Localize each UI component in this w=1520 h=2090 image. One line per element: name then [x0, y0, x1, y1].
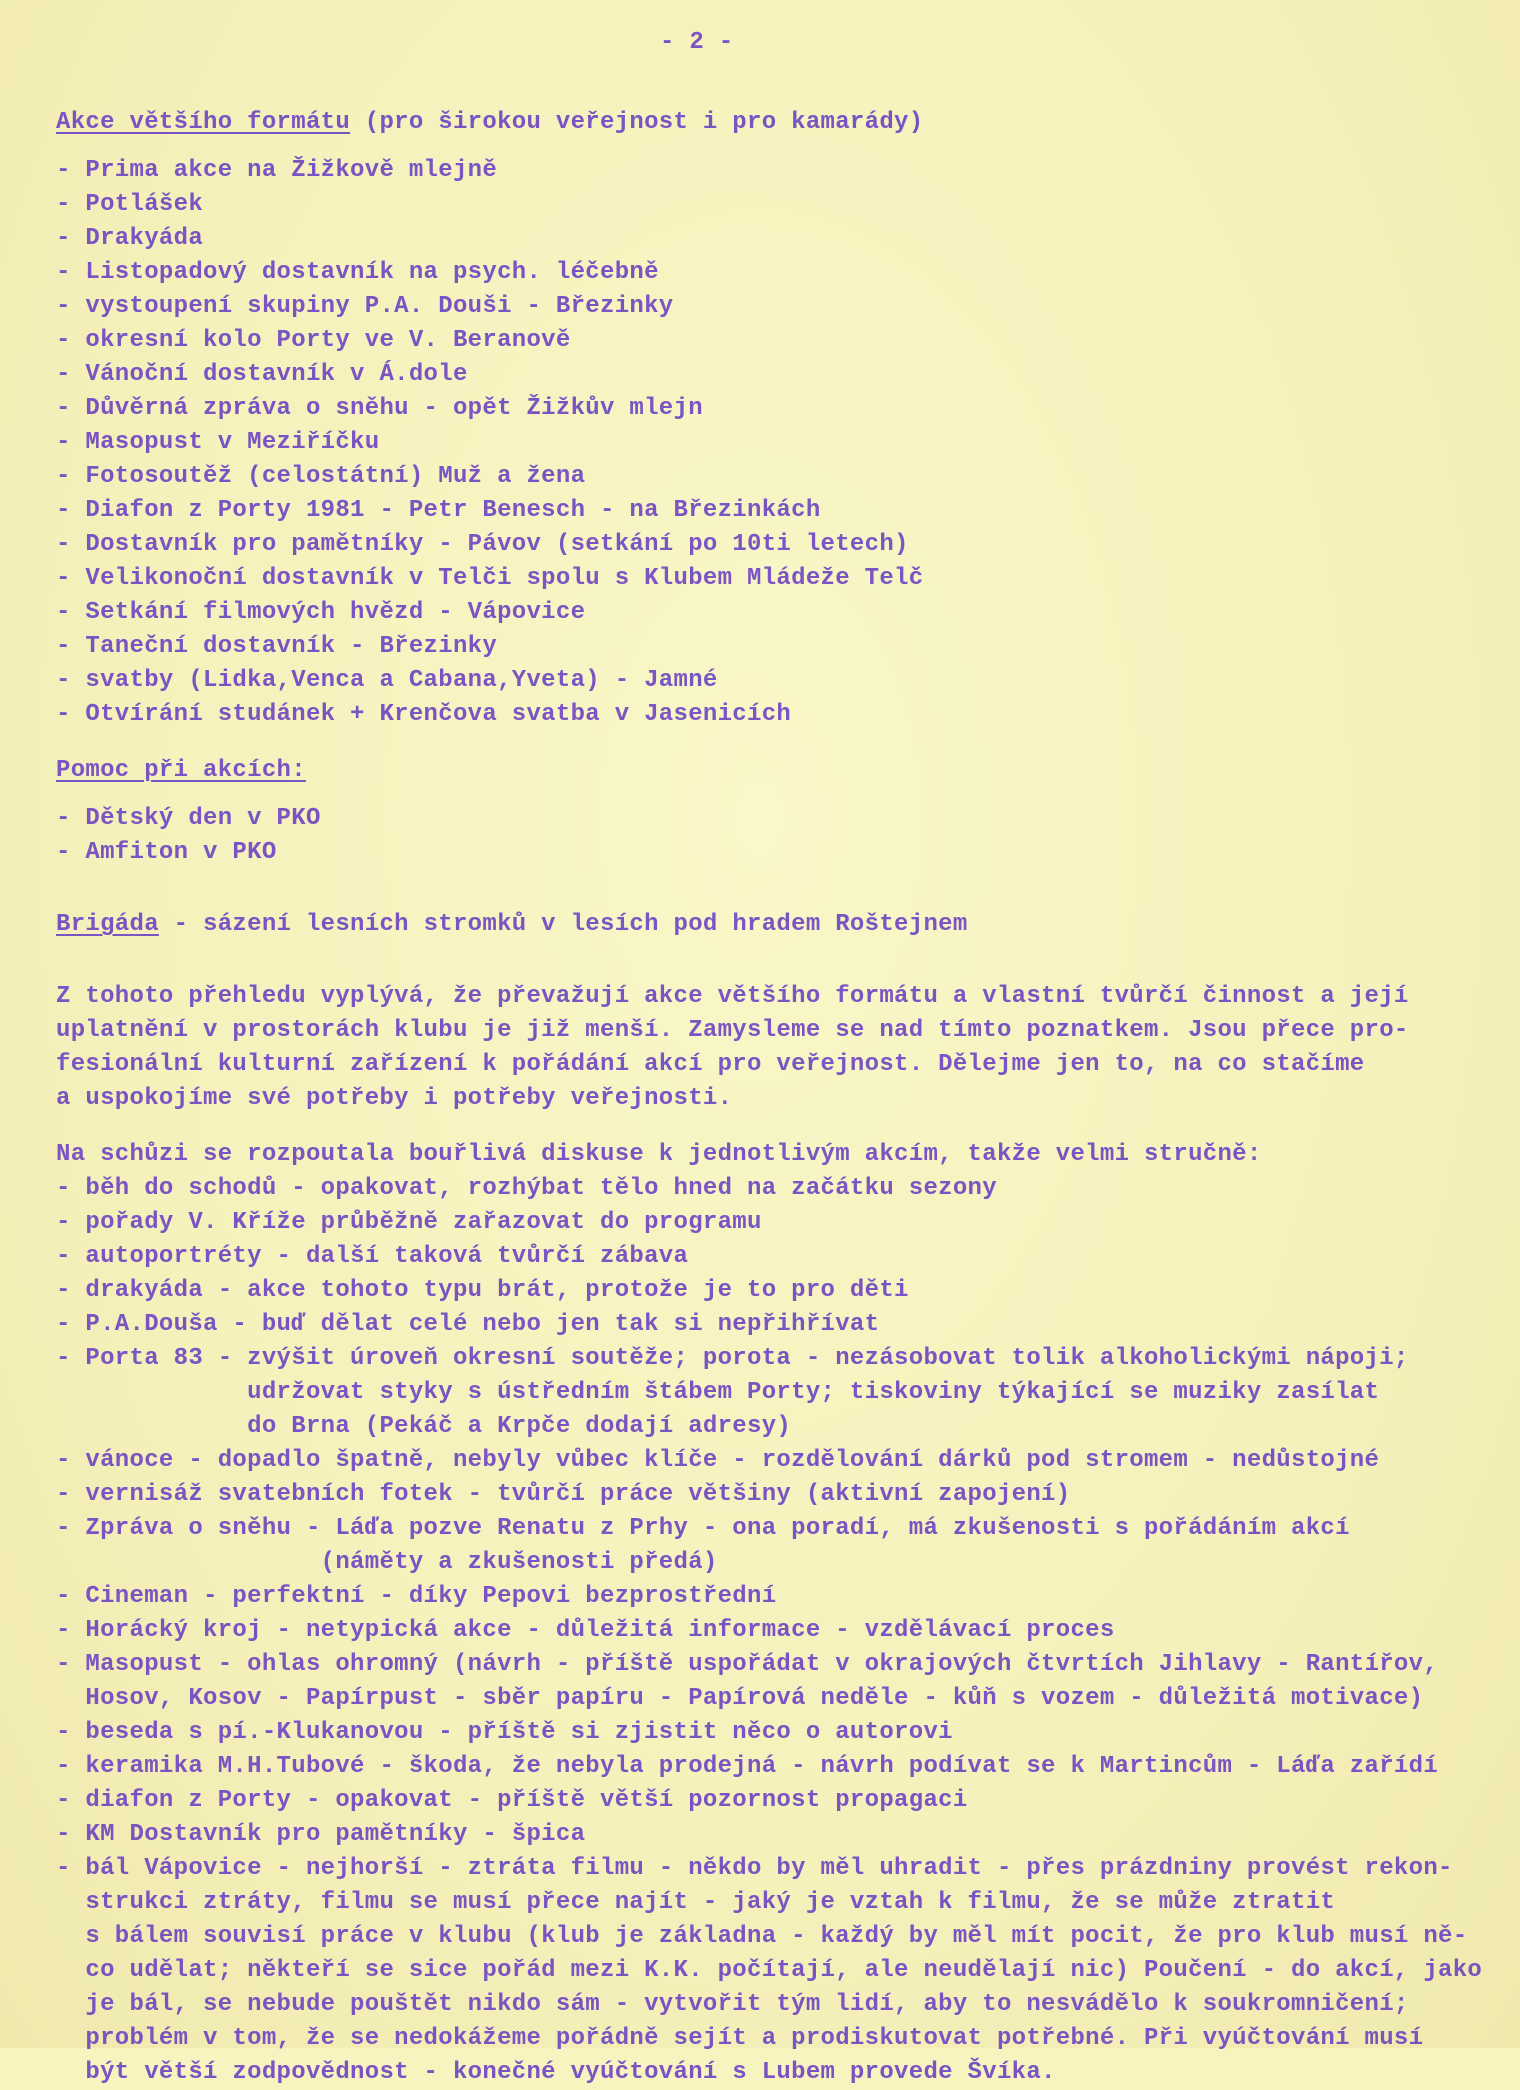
list-item: - Velikonoční dostavník v Telči spolu s Klubem Mládeže Telč	[56, 565, 924, 592]
list-item: - Setkání filmových hvězd - Vápovice	[56, 599, 586, 626]
list-item: - Vánoční dostavník v Á.dole	[56, 361, 468, 388]
discussion-line: - Masopust - ohlas ohromný (návrh - příště uspořádat v okrajových čtvrtích Jihlavy - Rantířov,	[56, 1651, 1439, 1678]
discussion-line: udržovat styky s ústředním štábem Porty; tiskoviny týkající se muziky zasílat	[56, 1379, 1380, 1406]
discussion-line: co udělat; někteří se sice pořád mezi K.K. počítají, ale neudělají nic) Poučení - do akcí, jako	[56, 1957, 1483, 1984]
discussion-line: problém v tom, že se nedokážeme pořádně sejít a prodiskutovat potřebné. Při vyúčtování musí	[56, 2025, 1424, 2052]
list-item: - Masopust v Meziříčku	[56, 429, 380, 456]
discussion-line: - Zpráva o sněhu - Láďa pozve Renatu z Prhy - ona poradí, má zkušenosti s pořádáním akcí	[56, 1515, 1350, 1542]
discussion-line: (náměty a zkušenosti předá)	[56, 1549, 718, 1576]
list-item: - Dostavník pro pamětníky - Pávov (setkání po 10ti letech)	[56, 531, 909, 558]
big-events-heading-rest: (pro širokou veřejnost i pro kamarády)	[350, 109, 924, 136]
discussion-line: - P.A.Douša - buď dělat celé nebo jen tak si nepřihřívat	[56, 1311, 880, 1338]
summary-line: uplatnění v prostorách klubu je již menší. Zamysleme se nad tímto poznatkem. Jsou přece pro-	[56, 1017, 1409, 1044]
big-events-heading: Akce většího formátu	[56, 109, 351, 136]
list-item: - Prima akce na Žižkově mlejně	[56, 157, 498, 184]
discussion-line: - bál Vápovice - nejhorší - ztráta filmu - někdo by měl uhradit - přes prázdniny provést rekon-	[56, 1855, 1453, 1882]
discussion-line: - keramika M.H.Tubové - škoda, že nebyla prodejná - návrh podívat se k Martincům - Láďa zařídí	[56, 1753, 1439, 1780]
list-item: - Listopadový dostavník na psych. léčebně	[56, 259, 659, 286]
summary-line: a uspokojíme své potřeby i potřeby veřejnosti.	[56, 1085, 733, 1112]
discussion-line: - běh do schodů - opakovat, rozhýbat tělo hned na začátku sezony	[56, 1175, 997, 1202]
discussion-line: do Brna (Pekáč a Krpče dodají adresy)	[56, 1413, 792, 1440]
discussion-line: s bálem souvisí práce v klubu (klub je základna - každý by měl mít pocit, že pro klub musí ně-	[56, 1923, 1468, 1950]
brigade-text: - sázení lesních stromků v lesích pod hradem Roštejnem	[158, 911, 968, 938]
list-item: - Amfiton v PKO	[56, 839, 277, 866]
summary-line: Z tohoto přehledu vyplývá, že převažují akce většího formátu a vlastní tvůrčí činnost a její	[56, 983, 1409, 1010]
discussion-line: být větší zodpovědnost - konečné vyúčtování s Lubem provede Švíka.	[56, 2059, 1056, 2086]
discussion-line: - Horácký kroj - netypická akce - důležitá informace - vzdělávací proces	[56, 1617, 1115, 1644]
discussion-line: - autoportréty - další taková tvůrčí zábava	[56, 1243, 689, 1270]
section-heading-big-events	[56, 106, 1496, 140]
section-heading-help	[56, 754, 1496, 788]
list-item: - Důvěrná zpráva o sněhu - opět Žižkův mlejn	[56, 395, 703, 422]
discussion-line: - pořady V. Kříže průběžně zařazovat do programu	[56, 1209, 762, 1236]
list-item: - Potlášek	[56, 191, 204, 218]
discussion-line: - vánoce - dopadlo špatně, nebyly vůbec klíče - rozdělování dárků pod stromem - nedůstojné	[56, 1447, 1380, 1474]
discussion-line: - Cineman - perfektní - díky Pepovi bezprostřední	[56, 1583, 777, 1610]
discussion-line: - KM Dostavník pro pamětníky - špica	[56, 1821, 586, 1848]
brigade-heading: Brigáda	[56, 911, 159, 938]
discussion-line: je bál, se nebude pouštět nikdo sám - vytvořit tým lidí, aby to nesvádělo k soukromničení;	[56, 1991, 1409, 2018]
discussion-intro: Na schůzi se rozpoutala bouřlivá diskuse k jednotlivým akcím, takže velmi stručně:	[56, 1141, 1262, 1168]
discussion-line: - beseda s pí.-Klukanovou - příště si zjistit něco o autorovi	[56, 1719, 953, 1746]
list-item: - svatby (Lidka,Venca a Cabana,Yveta) - Jamné	[56, 667, 718, 694]
list-item: - Fotosoutěž (celostátní) Muž a žena	[56, 463, 586, 490]
discussion-line: - Porta 83 - zvýšit úroveň okresní soutěže; porota - nezásobovat tolik alkoholickými nápoji;	[56, 1345, 1409, 1372]
discussion-line: Hosov, Kosov - Papírpust - sběr papíru - Papírová neděle - kůň s vozem - důležitá motivace)	[56, 1685, 1424, 1712]
list-item: - Dětský den v PKO	[56, 805, 321, 832]
list-item: - Diafon z Porty 1981 - Petr Benesch - na Březinkách	[56, 497, 821, 524]
discussion-line: - diafon z Porty - opakovat - příště větší pozornost propagaci	[56, 1787, 968, 1814]
list-item: - vystoupení skupiny P.A. Douši - Březinky	[56, 293, 674, 320]
page-number: - 2 -	[660, 29, 734, 56]
discussion-line: - vernisáž svatebních fotek - tvůrčí práce většiny (aktivní zapojení)	[56, 1481, 1071, 1508]
help-heading: Pomoc při akcích:	[56, 757, 306, 784]
list-item: - Drakyáda	[56, 225, 204, 252]
summary-line: fesionální kulturní zařízení k pořádání akcí pro veřejnost. Dělejme jen to, na co stačíme	[56, 1051, 1365, 1078]
list-item: - Taneční dostavník - Březinky	[56, 633, 498, 660]
section-brigade	[56, 908, 1496, 942]
list-item: - Otvírání studánek + Krenčova svatba v Jasenicích	[56, 701, 792, 728]
discussion-line: - drakyáda - akce tohoto typu brát, protože je to pro děti	[56, 1277, 909, 1304]
document-body	[56, 106, 1496, 2090]
list-item: - okresní kolo Porty ve V. Beranově	[56, 327, 571, 354]
discussion-line: strukci ztráty, filmu se musí přece najít - jaký je vztah k filmu, že se může ztratit	[56, 1889, 1336, 1916]
